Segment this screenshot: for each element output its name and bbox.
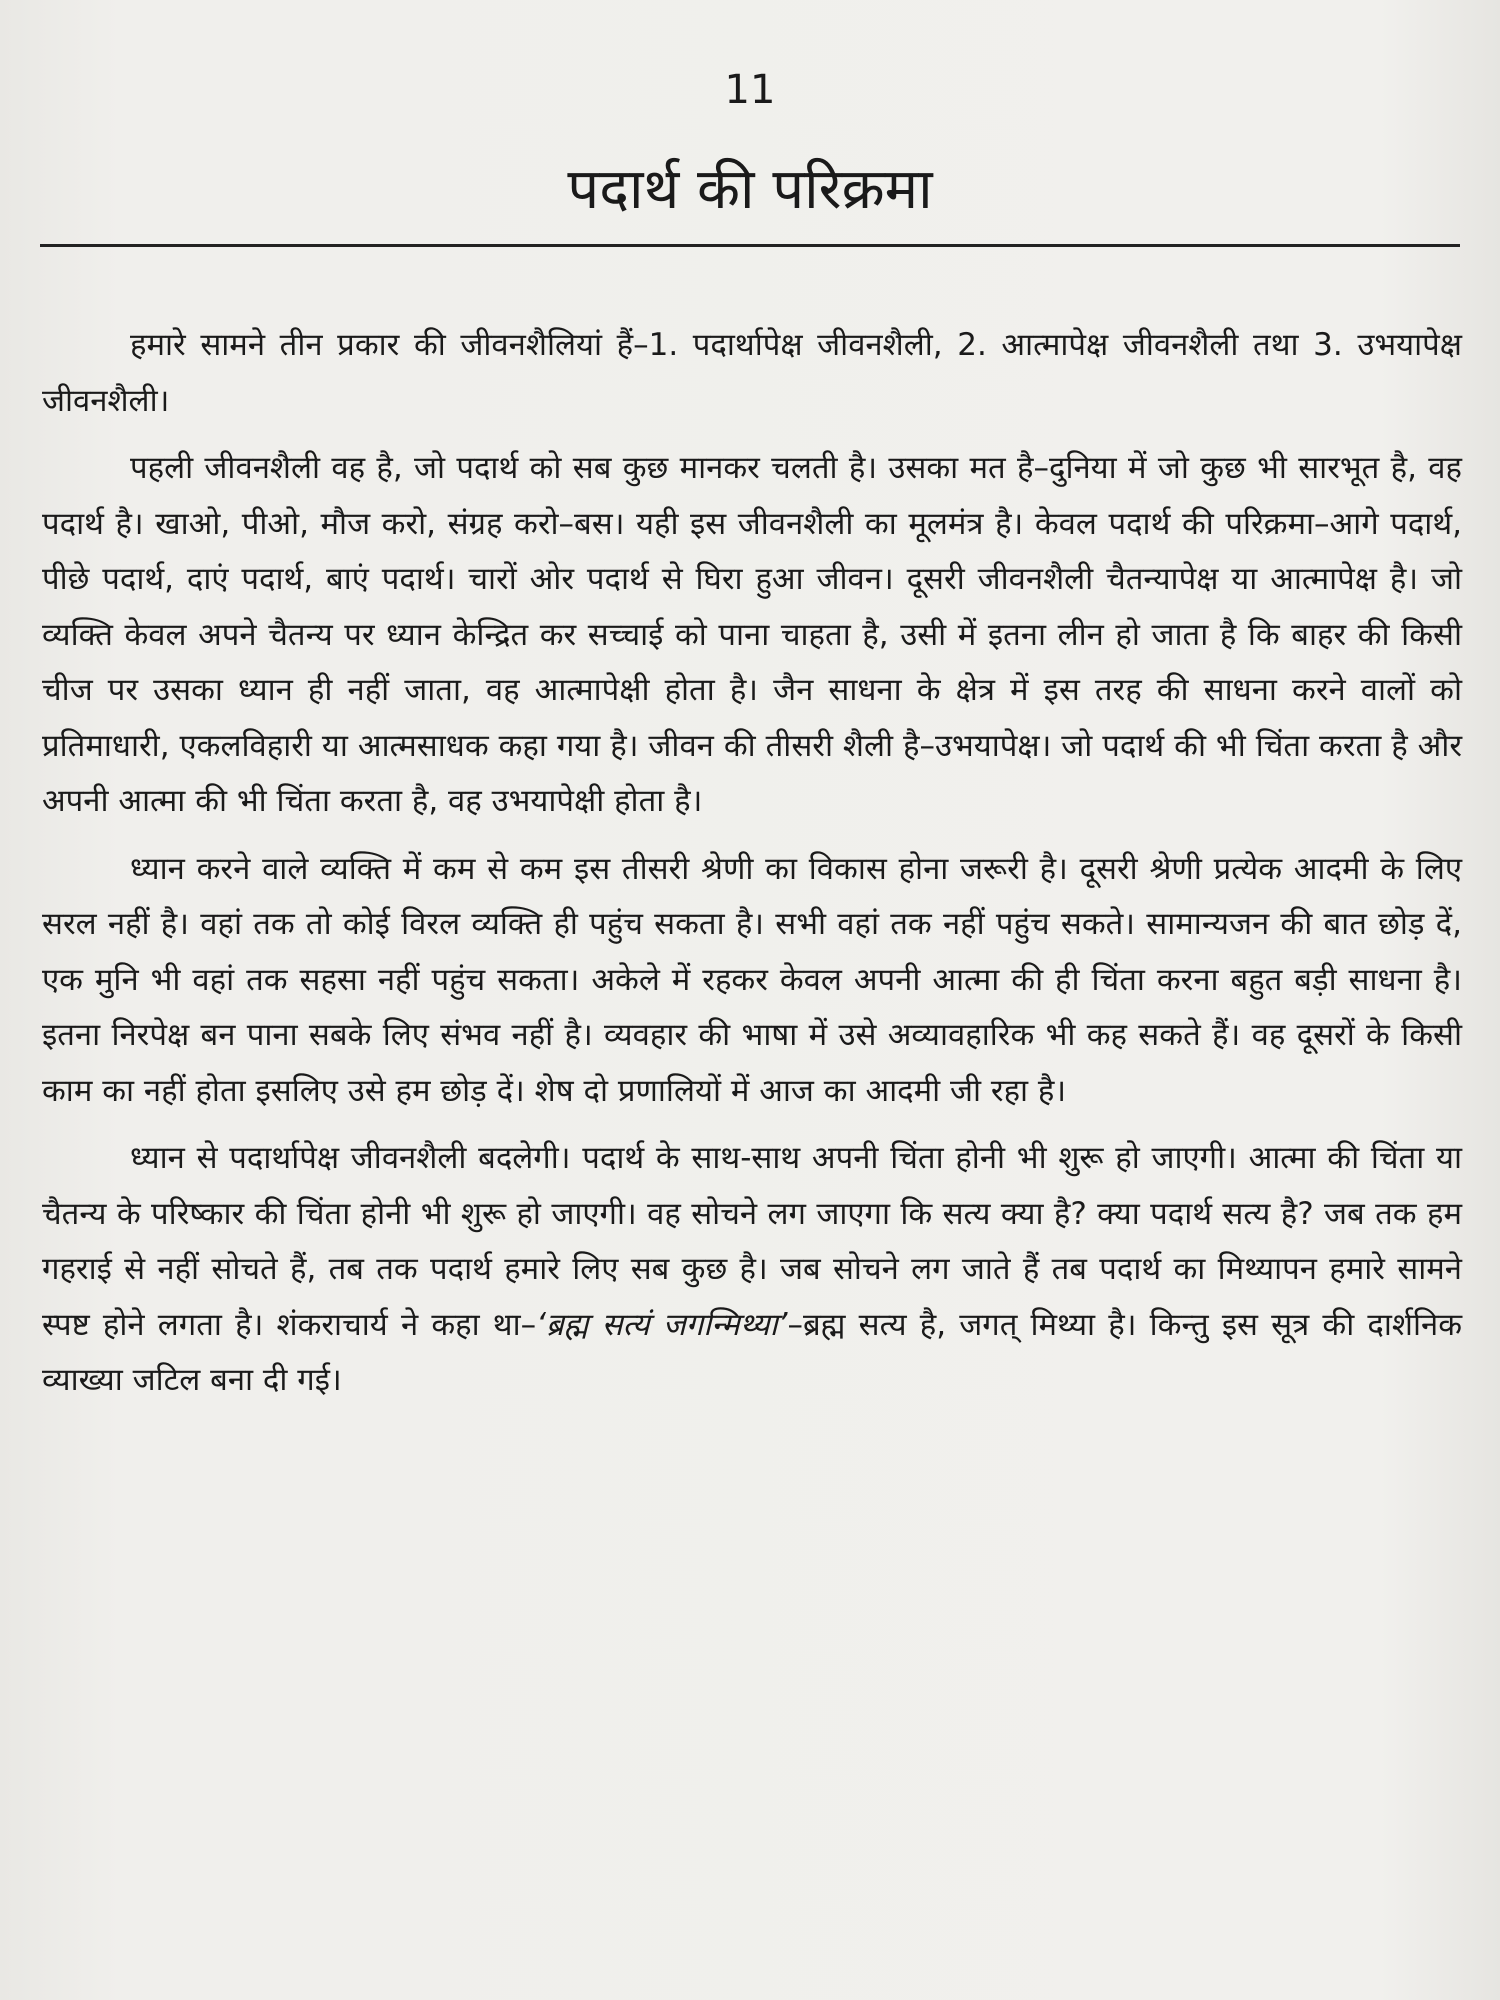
- chapter-number: 11: [724, 67, 776, 113]
- paragraph-4: [42, 1131, 1462, 1409]
- paragraph-4-text-after-quote: –ब्रह्म सत्य है, जगत् मिथ्या है। किन्तु इस सूत्र की दार्शनिक व्याख्या जटिल बना दी गई।: [42, 1306, 1463, 1398]
- paragraph-4-text-before-quote: ध्यान से पदार्थापेक्ष जीवनशैली बदलेगी। पदार्थ के साथ-साथ अपनी चिंता होनी भी शुरू हो जाएगी। आत्मा की चिंता या चैतन्य के परिष्कार की चिंता होनी भी शुरू हो जाएगी। वह सोचने लग जाएगा कि सत्य क्या है? क्या पदार्थ सत्य है? जब तक हम गहराई से नहीं सोचते हैं, तब तक पदार्थ हमारे लिए सब कुछ है। जब सोचने लग जाते हैं तब पदार्थ का मिथ्यापन हमारे सामने स्पष्ट होने लगता है। शंकराचार्य ने कहा था–: [42, 1140, 1462, 1343]
- sanskrit-quote: ‘ब्रह्म सत्यं जगन्मिथ्या’: [536, 1306, 788, 1343]
- paragraph-1: हमारे सामने तीन प्रकार की जीवनशैलियां हैं–1. पदार्थापेक्ष जीवनशैली, 2. आत्मापेक्ष जीवनशैली तथा 3. उभयापेक्ष जीवनशैली।: [42, 327, 1462, 419]
- chapter-title: पदार्थ की परिक्रमा: [567, 157, 933, 222]
- paragraph-3: ध्यान करने वाले व्यक्ति में कम से कम इस तीसरी श्रेणी का विकास होना जरूरी है। दूसरी श्रेणी प्रत्येक आदमी के लिए सरल नहीं है। वहां तक तो कोई विरल व्यक्ति ही पहुंच सकता है। सभी वहां तक नहीं पहुंच सकते। सामान्यजन की बात छोड़ दें, एक मुनि भी वहां तक सहसा नहीं पहुंच सकता। अकेले में रहकर केवल अपनी आत्मा की ही चिंता करना बहुत बड़ी साधना है। इतना निरपेक्ष बन पाना सबके लिए संभव नहीं है। व्यवहार की भाषा में उसे अव्यावहारिक भी कह सकते हैं। वह दूसरों के किसी काम का नहीं होता इसलिए उसे हम छोड़ दें। शेष दो प्रणालियों में आज का आदमी जी रहा है।: [42, 850, 1462, 1109]
- paragraph-2: पहली जीवनशैली वह है, जो पदार्थ को सब कुछ मानकर चलती है। उसका मत है–दुनिया में जो कुछ भी सारभूत है, वह पदार्थ है। खाओ, पीओ, मौज करो, संग्रह करो–बस। यही इस जीवनशैली का मूलमंत्र है। केवल पदार्थ की परिक्रमा–आगे पदार्थ, पीछे पदार्थ, दाएं पदार्थ, बाएं पदार्थ। चारों ओर पदार्थ से घिरा हुआ जीवन। दूसरी जीवनशैली चैतन्यापेक्ष या आत्मापेक्ष है। जो व्यक्ति केवल अपने चैतन्य पर ध्यान केन्द्रित कर सच्चाई को पाना चाहता है, उसी में इतना लीन हो जाता है कि बाहर की किसी चीज पर उसका ध्यान ही नहीं जाता, वह आत्मापेक्षी होता है। जैन साधना के क्षेत्र में इस तरह की साधना करने वालों को प्रतिमाधारी, एकलविहारी या आत्मसाधक कहा गया है। जीवन की तीसरी शैली है–उभयापेक्ष। जो पदार्थ की भी चिंता करता है और अपनी आत्मा की भी चिंता करता है, वह उभयापेक्षी होता है।: [42, 450, 1462, 819]
- title-divider: [40, 244, 1460, 247]
- chapter-body: [42, 318, 1462, 1421]
